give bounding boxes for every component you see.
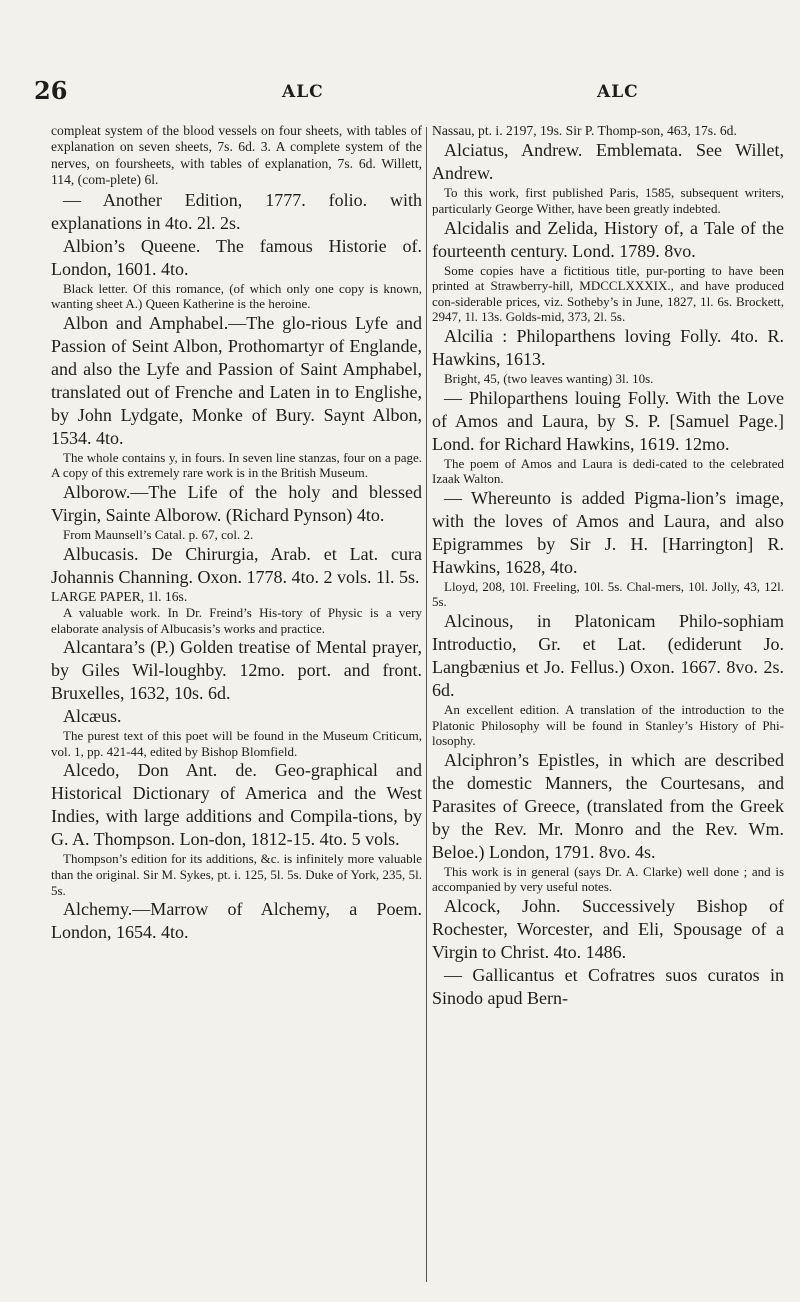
left-column-entry-text: Albion’s Queene. The famous Historie of. London, 1601. 4to. [51,235,422,279]
page-header [34,76,770,110]
page-number: 26 [34,76,68,105]
left-column-entry-text: From Maunsell’s Catal. p. 67, col. 2. [63,527,254,542]
left-column-entry [51,235,422,281]
running-head-right: ALC [597,82,639,102]
right-column-entry [432,864,784,895]
right-column-entry [432,610,784,702]
left-column-entry [51,705,422,728]
right-column-entry-text: Alciatus, Andrew. Emblemata. See Willet, Andrew. [432,140,784,184]
right-column-entry-text: This work is in general (says Dr. A. Clarke) well done ; and is accompanied by very useful notes. [432,863,784,895]
right-column-entry [432,749,784,864]
left-column-entry [51,527,422,543]
right-column-entry [432,456,784,487]
right-column-entry-text: Alcock, John. Successively Bishop of Rochester, Worcester, and Eli, Spousage of a Virgin to Christ. 4to. 1486. [432,895,784,962]
right-column-entry-text: The poem of Amos and Laura is dedi-cated to the celebrated Izaak Walton. [432,455,784,487]
right-column-entry-text: Alciphron’s Epistles, in which are described the domestic Manners, the Courtesans, and Parasites of Greece, (translated from the Greek by the Rev. Mr. Monro and the Rev. Wm. Beloe.) London, 1791. 8vo. 4s. [432,749,784,862]
left-column-entry-text: Alborow.—The Life of the holy and blessed Virgin, Sainte Alborow. (Richard Pynson) 4to. [51,482,422,525]
right-column-entry-text: Some copies have a fictitious title, pur-porting to have been printed at Strawberry-hill, MDCCLXXXIX., and have produced con-siderable prices, viz. Sotheby’s in June, 1827, 1l. 6s. Brockett, 2947, 1l. 13s. Golds-mid, 373, 2l. 5s. [432,262,784,325]
left-column-entry [51,543,422,589]
right-column-entry [432,487,784,579]
right-column-entry [432,139,784,185]
left-column-entry-text: — Another Edition, 1777. folio. with explanations in 4to. 2l. 2s. [51,189,422,233]
right-column-entry [432,579,784,610]
left-column-entry-text: Thompson’s edition for its additions, &c. is infinitely more valuable than the original. Sir M. Sykes, pt. i. 125, 5l. 5s. Duke of York, 235, 5l. 5s. [51,851,422,898]
left-column-entry [51,851,422,898]
left-column-entry-text: The purest text of this poet will be found in the Museum Criticum, vol. 1, pp. 421-44, edited by Bishop Blomfield. [51,728,422,759]
left-column-entry-text: compleat system of the blood vessels on four sheets, with tables of explanation on seven sheets, 7s. 6d. 3. A complete system of the nerves, on foursheets, with tables of explanation, 7s. 6d. Willett, 114, (com-plete) 6l. [51,123,422,188]
right-column-entry [432,895,784,964]
right-column-entry-text: — Philoparthens louing Folly. With the Love of Amos and Laura, by S. P. [Samuel Page.] Lond. for Richard Hawkins, 1619. 12mo. [432,387,784,454]
left-column-entry [51,481,422,527]
column-divider [426,127,427,1282]
left-column-entry [51,123,422,189]
right-column-entry-text: Alcilia : Philoparthens loving Folly. 4to. R. Hawkins, 1613. [432,325,784,369]
left-column-entry [51,636,422,705]
right-column-entry [432,964,784,1010]
left-column-entry [51,312,422,450]
left-column-entry [51,759,422,851]
left-column-entry [51,728,422,759]
right-column-entry-text: To this work, first published Paris, 1585, subsequent writers, particularly George Wither, have been greatly indebted. [432,185,784,216]
left-column-entry-text: Black letter. Of this romance, (of which only one copy is known, wanting sheet A.) Queen Katherine is the heroine. [51,280,422,312]
right-column-entry [432,387,784,456]
right-column-entry-text: — Gallicantus et Cofratres suos curatos in Sinodo apud Bern- [432,964,784,1008]
text-columns [51,123,790,1293]
right-column-entry-text: Bright, 45, (two leaves wanting) 3l. 10s. [444,370,654,386]
left-column-entry-text: Alcantara’s (P.) Golden treatise of Mental prayer, by Giles Wil-loughby. 12mo. port. and front. Bruxelles, 1632, 10s. 6d. [51,637,422,704]
left-column-entry-text: A valuable work. In Dr. Freind’s His-tory of Physic is a very elaborate analysis of Albucasis’s works and practice. [51,605,422,636]
right-column-entry [432,185,784,216]
left-column-entry-text: The whole contains y, in fours. In seven line stanzas, four on a page. A copy of this extremely rare work is in the British Museum. [51,449,422,481]
left-column-entry [51,898,422,944]
left-column-entry-text: LARGE PAPER, 1l. 16s. [51,588,188,604]
left-column-entry-text: Albucasis. De Chirurgia, Arab. et Lat. cura Johannis Channing. Oxon. 1778. 4to. 2 vols. 1l. 5s. [51,543,422,587]
left-column-entry-text: Alchemy.—Marrow of Alchemy, a Poem. London, 1654. 4to. [51,899,422,943]
running-head-left: ALC [282,82,324,102]
left-column-entry [51,281,422,312]
right-column-entry [432,217,784,263]
left-column-entry [51,589,422,605]
right-column-entry [432,263,784,325]
right-column [432,123,784,1293]
right-column-entry [432,371,784,387]
right-column-entry-text: Nassau, pt. i. 2197, 19s. Sir P. Thomp-son, 463, 17s. 6d. [432,123,737,138]
right-column-entry [432,702,784,749]
left-column-entry [51,189,422,235]
right-column-entry-text: An excellent edition. A translation of the introduction to the Platonic Philosophy will be found in Stanley’s History of Phi-losophy. [432,701,784,749]
left-column-entry [51,450,422,481]
left-column-entry-text: Alcedo, Don Ant. de. Geo-graphical and Historical Dictionary of America and the West Indies, with large additions and Compila-tions, by G. A. Thompson. Lon-don, 1812-15. 4to. 5 vols. [51,760,422,850]
left-column [51,123,422,1293]
right-column-entry [432,123,784,139]
right-column-entry-text: — Whereunto is added Pigma-lion’s image, with the loves of Amos and Laura, and also Epigrammes by Sir J. H. [Harrington] R. Hawkins, 1628, 4to. [432,487,784,577]
right-column-entry-text: Alcidalis and Zelida, History of, a Tale of the fourteenth century. Lond. 1789. 8vo. [432,217,784,261]
left-column-entry-text: Alcæus. [63,706,122,727]
right-column-entry-text: Alcinous, in Platonicam Philo-sophiam Introductio, Gr. et Lat. (ediderunt Jo. Langbænius et Jo. Fellus.) Oxon. 1667. 8vo. 2s. 6d. [432,610,784,700]
right-column-entry [432,325,784,371]
right-column-entry-text: Lloyd, 208, 10l. Freeling, 10l. 5s. Chal-mers, 10l. Jolly, 43, 12l. 5s. [432,578,784,610]
left-column-entry-text: Albon and Amphabel.—The glo-rious Lyfe and Passion of Seint Albon, Prothomartyr of Englande, and also the Lyfe and Passion of Saint Amphabel, translated out of Frenche and Laten in to Englishe, by John Lydgate, Monke of Bury. Saynt Albon, 1534. 4to. [51,312,422,448]
left-column-entry [51,605,422,636]
